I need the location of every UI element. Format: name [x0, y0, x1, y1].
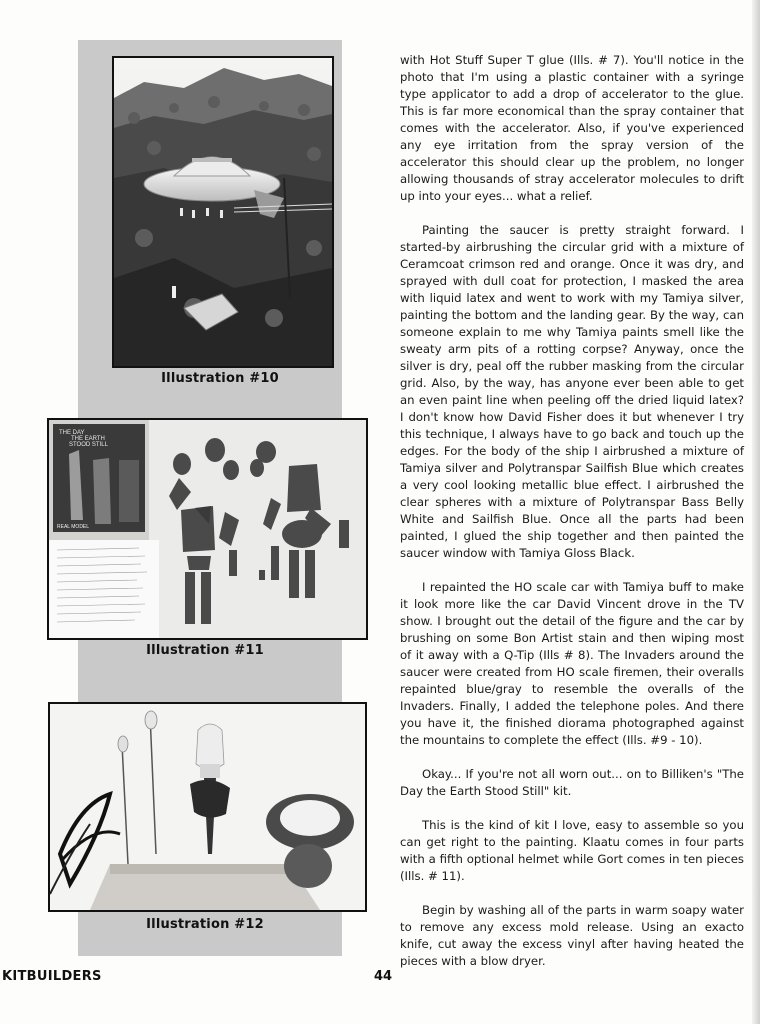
- kit-box-title: THE EARTH: [71, 436, 105, 442]
- body-paragraph: I repainted the HO scale car with Tamiya buff to make it look more like the car David Vincent drove in the TV show. I brought out the detail of the figure and the car by brushing on some Bon Artist stain and then wiping most of it away with a Q-Tip (Ills # 8). The Invaders around the saucer were created from HO scale firemen, their overalls repainted blue/gray to resemble the overalls of the Invaders. Finally, I added the telephone poles. And there you have it, the finished diorama photographed against the mountains to complete the effect (Ills. #9 - 10).: [400, 580, 744, 747]
- illustration-11-photo: [47, 418, 368, 640]
- publication-name: KITBUILDERS: [2, 969, 102, 984]
- illustration-12-caption: Illustration #12: [146, 917, 264, 932]
- kit-box-label: REAL MODEL: [57, 524, 90, 530]
- kit-box-title: STOOD STILL: [69, 442, 108, 448]
- body-paragraph: with Hot Stuff Super T glue (Ills. # 7). You'll notice in the photo that I'm using a plastic container with a syringe type applicator to add a drop of accelerator to the glue. This is far more economical than the spray container that comes with the accelerator. Also, if you've experienced any eye irritation from the spray version of the accelerator this should clear up the problem, no longer allowing thousands of stray accelerator molecules to drift up into your eyes... what a relief.: [400, 53, 744, 203]
- article-body: [400, 52, 744, 987]
- kit-box-title: THE DAY: [59, 430, 85, 436]
- body-paragraph: This is the kind of kit I love, easy to assemble so you can get right to the painting. Klaatu comes in four parts with a fifth optional helmet while Gort comes in ten pieces (Ills. # 11).: [400, 818, 744, 883]
- page-edge-shadow: [752, 0, 760, 1024]
- illustration-11-caption: Illustration #11: [146, 643, 264, 658]
- illustration-10-photo: [112, 56, 334, 368]
- illustration-10-caption: Illustration #10: [161, 371, 279, 386]
- illustration-12-photo: [48, 702, 367, 912]
- body-paragraph: Okay... If you're not all worn out... on to Billiken's "The Day the Earth Stood Still" kit.: [400, 767, 744, 798]
- body-paragraph: Painting the saucer is pretty straight forward. I started-by airbrushing the circular grid with a mixture of Ceramcoat crimson red and orange. Once it was dry, and sprayed with dull coat for protection, I masked the area with liquid latex and went to work with my Tamiya silver, painting the bottom and the landing gear. By the way, can someone explain to me why Tamiya paints smell like the sweaty arm pits of a rotting corpse? Anyway, once the silver is dry, peal off the rubber masking from the circular grid. Also, by the way, has anyone ever been able to get an even paint line when peeling off the dried liquid latex? I don't know how David Fisher does it but whenever I try this technique, I always have to go back and touch up the edges. For the body of the ship I airbrushed a mixture of Tamiya silver and Polytranspar Sailfish Blue which creates a very cool looking metallic blue effect. I airbrushed the clear spheres with a mixture of Polytranspar Bass Belly White and Sailfish Blue. Once all the parts had been painted, I glued the ship together and then painted the saucer window with Tamiya Gloss Black.: [400, 223, 744, 560]
- body-paragraph: Begin by washing all of the parts in warm soapy water to remove any excess mold release. Using an exacto knife, cut away the excess vinyl after having heated the pieces with a blow dryer.: [400, 903, 744, 968]
- page-number: 44: [374, 969, 393, 984]
